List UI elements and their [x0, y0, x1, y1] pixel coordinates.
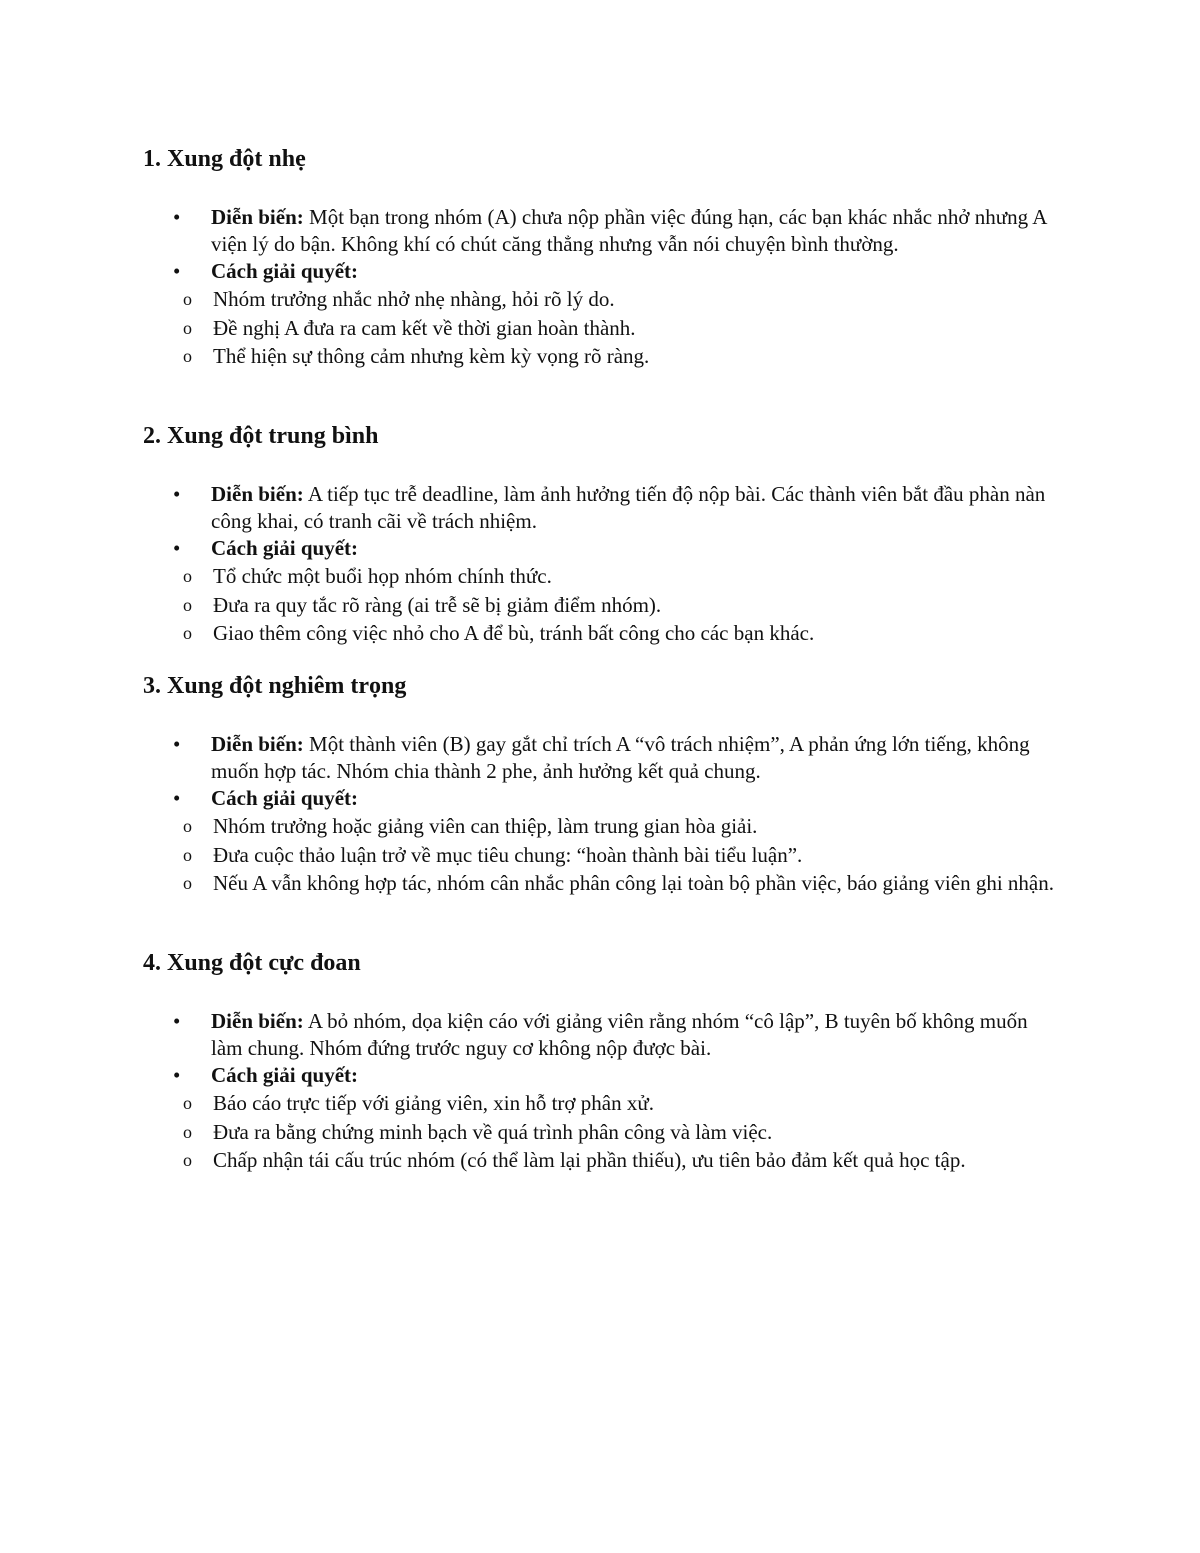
circle-bullet-icon: o [183, 289, 192, 309]
circle-bullet-icon: o [183, 346, 192, 366]
step-text: Chấp nhận tái cấu trúc nhóm (có thể làm lại phần thiếu), ưu tiên bảo đảm kết quả học tập. [213, 1148, 966, 1172]
dien-bien-label: Diễn biến: [211, 1009, 304, 1033]
step-text: Nhóm trưởng nhắc nhở nhẹ nhàng, hỏi rõ lý do. [213, 287, 615, 311]
dien-bien-text: A bỏ nhóm, dọa kiện cáo với giảng viên rằng nhóm “cô lập”, B tuyên bố không muốn làm chung. Nhóm đứng trước nguy cơ không nộp được bài. [211, 1009, 1028, 1060]
step-text: Đề nghị A đưa ra cam kết về thời gian hoàn thành. [213, 315, 636, 340]
step-text: Tổ chức một buổi họp nhóm chính thức. [213, 564, 552, 588]
section-4 [143, 948, 1063, 1175]
step-item [143, 591, 1063, 620]
bullet-icon: • [173, 482, 181, 506]
section-3 [143, 671, 1063, 898]
step-item [143, 562, 1063, 591]
section-list [143, 481, 1063, 562]
section-list [143, 204, 1063, 285]
section-list [143, 731, 1063, 812]
giai-quyet-label: Cách giải quyết: [211, 259, 358, 283]
step-text: Đưa ra bằng chứng minh bạch về quá trình phân công và làm việc. [213, 1119, 773, 1144]
step-item [143, 841, 1063, 870]
circle-bullet-icon: o [183, 566, 192, 586]
dien-bien-item [143, 731, 1063, 785]
step-item [143, 314, 1063, 343]
circle-bullet-icon: o [183, 1150, 192, 1170]
steps-list [143, 562, 1063, 648]
circle-bullet-icon: o [183, 816, 192, 836]
step-text: Thể hiện sự thông cảm nhưng kèm kỳ vọng rõ ràng. [213, 344, 650, 368]
giai-quyet-item [143, 785, 1063, 812]
section-1 [143, 144, 1063, 371]
step-item [143, 1089, 1063, 1118]
giai-quyet-label: Cách giải quyết: [211, 536, 358, 560]
step-item [143, 1118, 1063, 1147]
giai-quyet-label: Cách giải quyết: [211, 1063, 358, 1087]
circle-bullet-icon: o [183, 317, 192, 338]
step-text: Nhóm trưởng hoặc giảng viên can thiệp, làm trung gian hòa giải. [213, 814, 758, 838]
steps-list [143, 1089, 1063, 1175]
giai-quyet-label: Cách giải quyết: [211, 786, 358, 810]
step-text: Đưa cuộc thảo luận trở về mục tiêu chung: “hoàn thành bài tiểu luận”. [213, 842, 803, 867]
step-item [143, 1146, 1063, 1175]
bullet-icon: • [173, 536, 181, 560]
dien-bien-label: Diễn biến: [211, 732, 304, 756]
giai-quyet-item [143, 258, 1063, 285]
bullet-icon: • [173, 732, 181, 756]
circle-bullet-icon: o [183, 623, 192, 643]
dien-bien-label: Diễn biến: [211, 482, 304, 506]
step-item [143, 812, 1063, 841]
step-text: Đưa ra quy tắc rõ ràng (ai trễ sẽ bị giảm điểm nhóm). [213, 592, 662, 617]
dien-bien-item [143, 204, 1063, 258]
bullet-icon: • [173, 786, 181, 810]
giai-quyet-item [143, 535, 1063, 562]
circle-bullet-icon: o [183, 594, 192, 615]
section-list [143, 1008, 1063, 1089]
steps-list [143, 812, 1063, 898]
circle-bullet-icon: o [183, 1093, 192, 1113]
bullet-icon: • [173, 259, 181, 283]
dien-bien-text: Một thành viên (B) gay gắt chỉ trích A “vô trách nhiệm”, A phản ứng lớn tiếng, không muốn hợp tác. Nhóm chia thành 2 phe, ảnh hưởng kết quả chung. [211, 732, 1030, 783]
step-text: Báo cáo trực tiếp với giảng viên, xin hỗ trợ phân xử. [213, 1091, 654, 1115]
section-heading: 3. Xung đột nghiêm trọng [143, 673, 407, 699]
dien-bien-label: Diễn biến: [211, 205, 304, 229]
section-2 [143, 421, 1063, 648]
section-heading: 1. Xung đột nhẹ [143, 146, 306, 172]
step-text: Giao thêm công việc nhỏ cho A để bù, tránh bất công cho các bạn khác. [213, 621, 815, 645]
giai-quyet-item [143, 1062, 1063, 1089]
circle-bullet-icon: o [183, 1121, 192, 1142]
step-item [143, 285, 1063, 314]
dien-bien-item [143, 1008, 1063, 1062]
steps-list [143, 285, 1063, 371]
bullet-icon: • [173, 205, 181, 229]
dien-bien-text: Một bạn trong nhóm (A) chưa nộp phần việc đúng hạn, các bạn khác nhắc nhở nhưng A viện lý do bận. Không khí có chút căng thẳng nhưng vẫn nói chuyện bình thường. [211, 205, 1047, 256]
step-item [143, 342, 1063, 371]
circle-bullet-icon: o [183, 873, 192, 893]
step-item [143, 869, 1063, 898]
bullet-icon: • [173, 1063, 181, 1087]
step-text: Nếu A vẫn không hợp tác, nhóm cân nhắc phân công lại toàn bộ phần việc, báo giảng viên ghi nhận. [213, 871, 1054, 895]
bullet-icon: • [173, 1009, 181, 1033]
dien-bien-item [143, 481, 1063, 535]
circle-bullet-icon: o [183, 844, 192, 865]
dien-bien-text: A tiếp tục trễ deadline, làm ảnh hưởng tiến độ nộp bài. Các thành viên bắt đầu phàn nàn công khai, có tranh cãi về trách nhiệm. [211, 482, 1046, 533]
section-heading: 2. Xung đột trung bình [143, 423, 379, 449]
section-heading: 4. Xung đột cực đoan [143, 950, 361, 976]
step-item [143, 619, 1063, 648]
